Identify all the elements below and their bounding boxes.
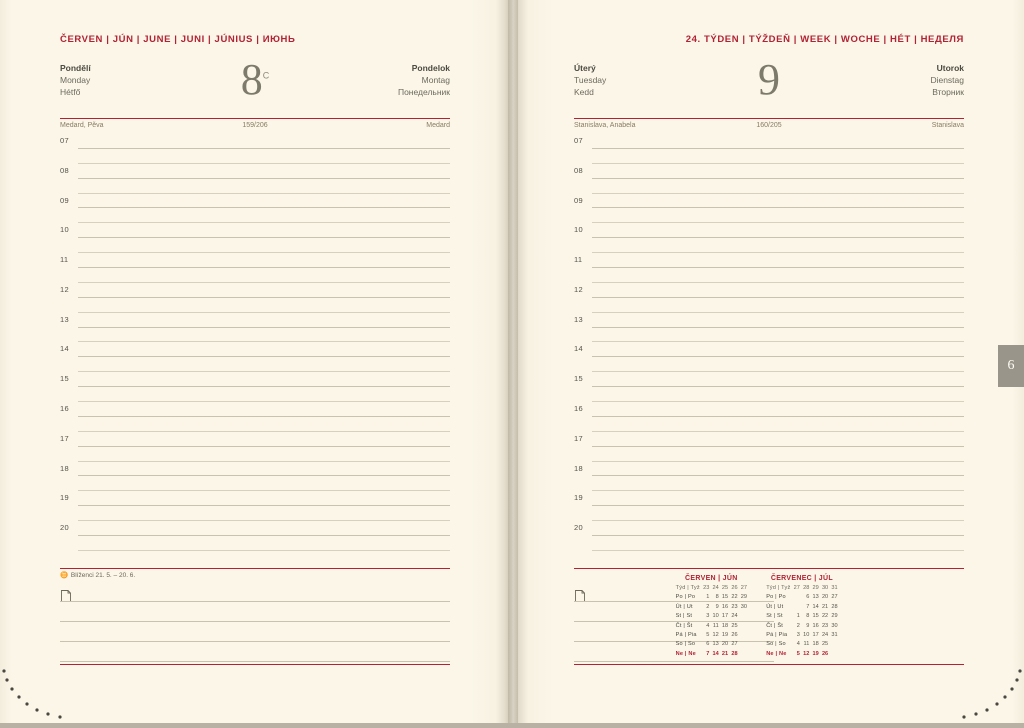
mini-calendar-row [765, 593, 840, 602]
half-hour-row[interactable] [60, 268, 450, 283]
hour-label: 17 [574, 433, 583, 443]
mini-calendar-row [765, 603, 840, 612]
mini-calendar-row [765, 650, 840, 659]
half-hour-row[interactable] [60, 417, 450, 432]
mini-calendar-row-label: Týd | Tyž [675, 585, 700, 591]
hour-row[interactable] [574, 223, 964, 238]
mini-calendar-cell: 5 [706, 632, 710, 639]
mini-calendar-cell: 25 [721, 585, 729, 591]
right-page [512, 0, 1024, 723]
mini-calendar-cell: 8 [806, 613, 810, 620]
hour-label: 14 [60, 344, 69, 354]
mini-calendar-row-label: Pá | Pia [675, 632, 697, 639]
mini-calendar-cell: 10 [712, 613, 719, 620]
mini-calendar-cell: 17 [721, 613, 729, 620]
mini-calendar-cell [739, 631, 748, 640]
mini-calendar-cell: 29 [740, 594, 747, 601]
mini-calendar-row [674, 622, 749, 631]
right-page-content [574, 0, 964, 723]
day-name-de: Montag [421, 75, 450, 85]
hour-row[interactable] [574, 372, 964, 387]
mini-calendar-cell: 24 [731, 613, 738, 620]
mini-calendar-cell: 6 [706, 641, 710, 648]
mini-calendar-cell: 26 [821, 650, 829, 657]
day-name-ru: Вторник [932, 87, 964, 97]
half-hour-row[interactable] [574, 417, 964, 432]
mini-calendar-cell: 21 [821, 603, 829, 610]
mini-calendar-cell: 18 [812, 641, 819, 648]
hour-row[interactable] [60, 491, 450, 506]
hour-row[interactable] [60, 342, 450, 357]
hour-row[interactable] [60, 432, 450, 447]
hour-label: 10 [60, 225, 69, 235]
left-note-lines[interactable] [60, 582, 450, 662]
half-hour-row[interactable] [60, 506, 450, 521]
mini-calendar-cell: 6 [806, 594, 810, 601]
mini-calendar-cell: 13 [712, 641, 719, 648]
hour-label: 15 [574, 374, 583, 384]
hour-label: 20 [574, 523, 583, 533]
hour-row[interactable] [60, 402, 450, 417]
mini-calendar-cell: 3 [706, 613, 710, 620]
mini-calendar-row-label: Út | Ut [675, 603, 693, 610]
date-superscript: C [262, 70, 270, 81]
note-line[interactable] [60, 602, 450, 622]
left-nameday-row [60, 118, 450, 132]
moveable-feast-text: Blíženci 21. 5. – 20. 6. [70, 572, 136, 579]
mini-calendar-cell: 15 [721, 594, 729, 601]
right-hour-grid[interactable] [574, 134, 964, 551]
half-hour-row[interactable] [60, 476, 450, 491]
mini-calendar-cell [739, 622, 748, 631]
half-hour-row[interactable] [574, 476, 964, 491]
hour-row[interactable] [60, 194, 450, 209]
mini-calendar-table [674, 584, 749, 659]
hour-row[interactable] [60, 521, 450, 536]
mini-calendar-cell: 19 [721, 632, 729, 639]
mini-calendar-cell: 12 [712, 632, 719, 639]
hour-row[interactable] [574, 402, 964, 417]
mini-calendar-row [674, 603, 749, 612]
hour-label: 18 [574, 463, 583, 473]
half-hour-row[interactable] [60, 179, 450, 194]
half-hour-row[interactable] [574, 328, 964, 343]
mini-calendar-cell: 22 [731, 594, 738, 601]
hour-label: 11 [574, 255, 583, 265]
day-of-year-count: 159/206 [242, 122, 268, 129]
hour-label: 13 [60, 314, 69, 324]
hour-row[interactable] [60, 372, 450, 387]
day-of-year-count: 160/205 [756, 122, 782, 129]
mini-calendar-row [765, 612, 840, 621]
month-strip: ČERVEN | JÚN | JUNE | JUNI | JÚNIUS | ИЮНЬ [60, 34, 296, 45]
mini-calendar-cell: 14 [812, 603, 819, 610]
mini-calendar-cell [830, 650, 839, 659]
mini-calendar-row [674, 650, 749, 659]
hour-row[interactable] [574, 194, 964, 209]
mini-calendar-cell: 11 [803, 641, 810, 648]
half-hour-row[interactable] [574, 179, 964, 194]
mini-calendar-cell [739, 650, 748, 659]
mini-calendar-cell: 23 [731, 603, 738, 610]
mini-calendar-row [765, 631, 840, 640]
hour-label: 18 [60, 463, 69, 473]
mini-calendar-row-label: Po | Po [675, 594, 696, 601]
mini-calendar-cell: 25 [821, 641, 829, 648]
mini-calendar-row [674, 612, 749, 621]
mini-calendar [765, 575, 840, 659]
mini-calendar-cell: 19 [812, 650, 819, 657]
mini-calendar-row [674, 584, 749, 593]
hour-label: 07 [60, 136, 69, 145]
day-name-sk: Utorok [936, 63, 964, 73]
mini-calendar-cell: 18 [721, 622, 729, 629]
hour-row[interactable] [60, 134, 450, 149]
hour-row[interactable] [574, 521, 964, 536]
mini-calendar-cell: 7 [806, 603, 810, 610]
hour-row[interactable] [574, 432, 964, 447]
mini-calendar-cell: 21 [721, 650, 729, 657]
hour-row[interactable] [60, 164, 450, 179]
mini-calendar-cell: 5 [796, 650, 800, 657]
hour-label: 12 [574, 284, 583, 294]
hour-label: 16 [60, 404, 69, 414]
hour-row[interactable] [574, 283, 964, 298]
mini-calendar-cell: 30 [831, 622, 838, 629]
mini-calendar-cell [792, 593, 801, 602]
nameday-cz: Stanislava, Anabela [574, 122, 636, 129]
half-hour-row[interactable] [574, 447, 964, 462]
hour-label: 09 [60, 195, 69, 205]
half-hour-row[interactable] [60, 447, 450, 462]
mini-calendar-row-label: Týd | Tyž [766, 585, 791, 591]
hour-row[interactable] [574, 253, 964, 268]
hour-row[interactable] [60, 313, 450, 328]
mini-calendar-row [765, 640, 840, 649]
mini-calendar-cell: 17 [812, 632, 819, 639]
hour-label: 16 [574, 404, 583, 414]
hour-row[interactable] [574, 313, 964, 328]
mini-calendars [674, 575, 964, 659]
mini-calendar [674, 575, 749, 659]
hour-label: 19 [60, 493, 69, 503]
mini-calendar-cell: 4 [706, 622, 710, 629]
mini-calendar-cell: 8 [715, 594, 719, 601]
mini-calendar-cell: 25 [731, 622, 738, 629]
mini-calendar-row [765, 584, 840, 593]
mini-calendar-cell: 22 [821, 613, 829, 620]
mini-calendar-cell [739, 612, 748, 621]
mini-calendar-row-label: Ne | Ne [766, 650, 787, 657]
half-hour-row[interactable] [60, 328, 450, 343]
mini-calendar-cell [739, 640, 748, 649]
mini-calendar-cell: 11 [712, 622, 719, 629]
hour-label: 13 [574, 314, 583, 324]
mini-calendar-cell: 3 [796, 632, 800, 639]
nameday-cz: Medard, Pěva [60, 122, 104, 129]
mini-calendar-cell: 31 [831, 585, 838, 591]
hour-label: 11 [60, 255, 69, 265]
mini-calendar-row-label: Ne | Ne [675, 650, 696, 657]
left-day-header [60, 55, 450, 108]
day-name-hu: Hétfő [60, 87, 81, 97]
mini-calendar-cell: 2 [796, 622, 800, 629]
mini-calendar-cell: 9 [715, 603, 719, 610]
half-hour-row[interactable] [60, 208, 450, 223]
half-hour-row[interactable] [60, 357, 450, 372]
mini-calendar-row-label: Pá | Pia [766, 632, 788, 639]
mini-calendar-row [674, 640, 749, 649]
left-hour-grid[interactable] [60, 134, 450, 551]
mini-calendar-cell: 13 [812, 594, 819, 601]
mini-calendar-row-label: So | So [766, 641, 786, 648]
left-page-content [60, 0, 450, 723]
mini-calendar-cell: 30 [740, 603, 747, 610]
mini-calendar-cell: 28 [731, 650, 738, 657]
mini-calendar-cell: 4 [796, 641, 800, 648]
mini-calendar-row [674, 593, 749, 602]
day-name-cz: Pondělí [60, 63, 91, 73]
half-hour-row[interactable] [60, 298, 450, 313]
hour-row[interactable] [60, 462, 450, 477]
half-hour-row[interactable] [574, 506, 964, 521]
hour-label: 07 [574, 136, 583, 145]
mini-calendar-cell: 27 [793, 585, 800, 591]
hour-label: 15 [60, 374, 69, 384]
mini-calendar-cell: 27 [740, 585, 747, 591]
hour-label: 14 [574, 344, 583, 354]
mini-calendar-row-label: Čt | Št [675, 622, 693, 629]
hour-label: 19 [574, 493, 583, 503]
left-notes-separator [60, 568, 450, 569]
mini-calendar-cell: 20 [721, 641, 729, 648]
half-hour-row[interactable] [574, 298, 964, 313]
left-date-number [60, 54, 450, 105]
right-date-number: 9 [758, 55, 780, 104]
mini-calendar-cell: 24 [821, 632, 829, 639]
mini-calendar-cell: 23 [821, 622, 829, 629]
mini-calendar-cell: 27 [731, 641, 738, 648]
mini-calendar-cell: 16 [721, 603, 729, 610]
mini-calendar-cell: 10 [803, 632, 810, 639]
mini-calendar-cell: 16 [812, 622, 819, 629]
mini-calendar-cell: 20 [821, 594, 829, 601]
mini-calendar-row-label: Čt | Št [766, 622, 784, 629]
mini-calendar-cell: 14 [712, 650, 719, 657]
day-name-hu: Kedd [574, 87, 594, 97]
month-tab[interactable]: 6 [998, 345, 1024, 387]
hour-row[interactable] [574, 134, 964, 149]
half-hour-write-line[interactable] [78, 550, 450, 551]
mini-calendar-title: ČERVENEC | JÚL [770, 575, 833, 582]
half-hour-row[interactable] [60, 238, 450, 253]
right-corner-dots [904, 653, 1024, 723]
mini-calendar-cell: 30 [821, 585, 829, 591]
mini-calendar-cell: 29 [812, 585, 819, 591]
mini-calendar-cell [830, 640, 839, 649]
note-line[interactable] [60, 622, 450, 642]
note-line[interactable] [60, 582, 450, 602]
hour-row[interactable] [60, 253, 450, 268]
hour-label: 08 [60, 165, 69, 175]
mini-calendar-cell: 27 [831, 594, 838, 601]
hour-row[interactable] [60, 223, 450, 238]
left-moveable-feast [60, 571, 450, 579]
date-number-text: 8 [240, 55, 263, 104]
half-hour-row[interactable] [60, 387, 450, 402]
mini-calendar-cell: 12 [803, 650, 810, 657]
right-nameday-row [574, 118, 964, 132]
mini-calendar-cell: 28 [803, 585, 810, 591]
mini-calendar-cell: 23 [703, 585, 710, 591]
mini-calendar-cell: 15 [812, 613, 819, 620]
half-hour-row[interactable] [574, 238, 964, 253]
mini-calendar-cell: 24 [712, 585, 719, 591]
hour-row[interactable] [574, 491, 964, 506]
half-hour-row[interactable] [574, 357, 964, 372]
mini-calendar-cell [792, 603, 801, 612]
right-notes-separator [574, 568, 964, 569]
hour-label: 17 [60, 433, 69, 443]
mini-calendar-cell: 2 [706, 603, 710, 610]
half-hour-row[interactable] [60, 149, 450, 164]
hour-label: 20 [60, 523, 69, 533]
mini-calendar-cell: 28 [831, 603, 838, 610]
mini-calendar-row [765, 622, 840, 631]
mini-calendar-table [765, 584, 840, 659]
mini-calendar-title: ČERVEN | JÚN [685, 575, 738, 582]
week-strip: 24. TÝDEN | TÝŽDEŇ | WEEK | WOCHE | HÉT | НЕДЕЛЯ [685, 34, 964, 45]
right-day-header [574, 55, 964, 108]
mini-calendar-cell: 1 [796, 613, 800, 620]
day-name-ru: Понедельник [397, 87, 450, 97]
mini-calendar-row [674, 631, 749, 640]
day-name-en: Monday [60, 75, 91, 85]
half-hour-row[interactable] [574, 268, 964, 283]
half-hour-row[interactable] [574, 149, 964, 164]
hour-label: 10 [574, 225, 583, 235]
half-hour-row[interactable] [574, 208, 964, 223]
mini-calendar-row-label: St | St [675, 613, 693, 620]
hour-label: 09 [574, 195, 583, 205]
left-corner-dots [0, 653, 120, 723]
left-page [0, 0, 512, 723]
half-hour-write-line[interactable] [592, 550, 964, 551]
hour-row[interactable] [574, 462, 964, 477]
mini-calendar-cell: 9 [806, 622, 810, 629]
book-gutter [508, 0, 518, 723]
day-name-sk: Pondelok [411, 63, 450, 73]
half-hour-row[interactable] [574, 536, 964, 551]
hour-row[interactable] [574, 164, 964, 179]
half-hour-row[interactable] [60, 536, 450, 551]
day-name-cz: Úterý [574, 63, 596, 73]
hour-label: 12 [60, 284, 69, 294]
nameday-sk: Stanislava [931, 122, 964, 129]
mini-calendar-cell: 26 [731, 585, 738, 591]
mini-calendar-cell: 1 [706, 594, 710, 601]
day-name-en: Tuesday [574, 75, 607, 85]
mini-calendar-cell: 31 [831, 632, 838, 639]
mini-calendar-cell: 29 [831, 613, 838, 620]
hour-label: 08 [574, 165, 583, 175]
hour-row[interactable] [60, 283, 450, 298]
mini-calendar-row-label: Út | Ut [766, 603, 784, 610]
hour-row[interactable] [574, 342, 964, 357]
mini-calendar-row-label: Po | Po [766, 594, 786, 601]
mini-calendar-row-label: St | St [766, 613, 783, 620]
mini-calendar-cell: 7 [706, 650, 710, 657]
mini-calendar-cell: 26 [731, 632, 738, 639]
nameday-sk: Medard [426, 122, 450, 129]
mini-calendar-row-label: So | So [675, 641, 696, 648]
half-hour-row[interactable] [574, 387, 964, 402]
day-name-de: Dienstag [930, 75, 964, 85]
gemini-icon: ♊ [60, 572, 70, 579]
